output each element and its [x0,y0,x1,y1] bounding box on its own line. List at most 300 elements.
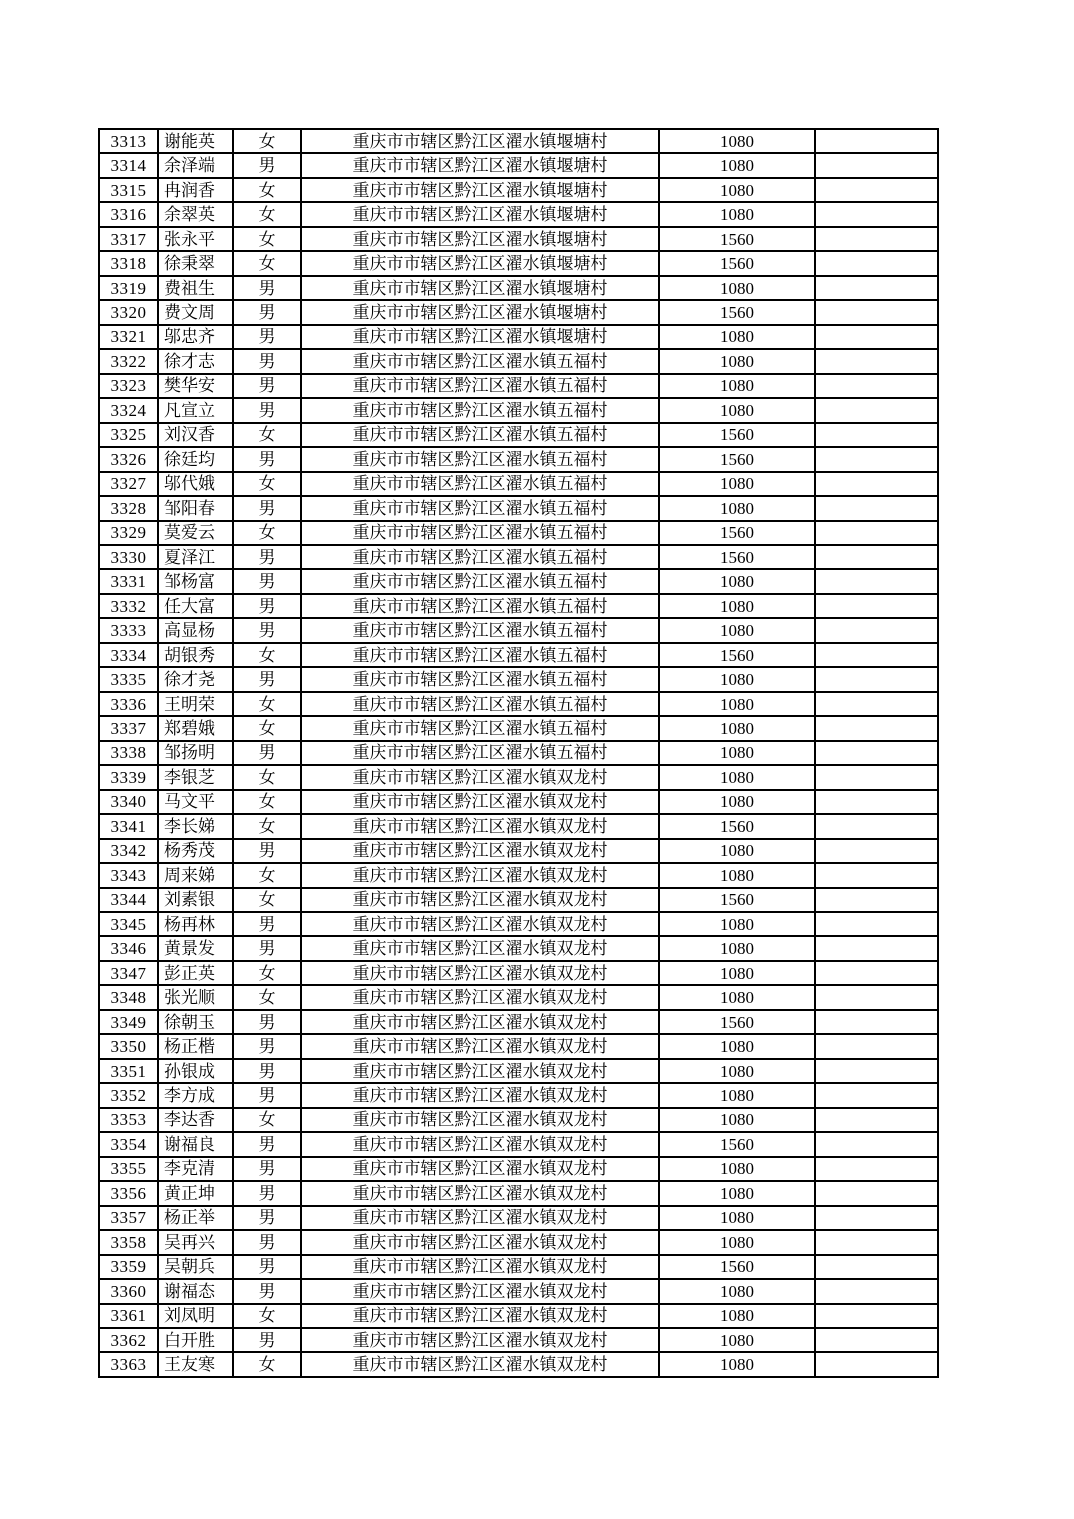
address-cell: 重庆市市辖区黔江区濯水镇五福村 [301,423,659,447]
address-cell: 重庆市市辖区黔江区濯水镇五福村 [301,692,659,716]
name-cell: 樊华安 [158,374,233,398]
address-cell: 重庆市市辖区黔江区濯水镇双龙村 [301,1132,659,1156]
name-cell: 周来娣 [158,863,233,887]
table-row [99,1132,938,1156]
note-cell [815,496,938,520]
amount-cell: 1080 [659,325,815,349]
note-cell [815,1083,938,1107]
id-cell: 3333 [99,618,158,642]
name-cell: 冉润香 [158,178,233,202]
id-cell: 3335 [99,667,158,691]
name-cell: 王友寒 [158,1352,233,1377]
amount-cell: 1560 [659,1255,815,1279]
gender-cell: 女 [233,251,301,275]
id-cell: 3332 [99,594,158,618]
amount-cell: 1080 [659,985,815,1009]
table-row [99,1304,938,1328]
id-cell: 3348 [99,985,158,1009]
address-cell: 重庆市市辖区黔江区濯水镇双龙村 [301,1034,659,1058]
address-cell: 重庆市市辖区黔江区濯水镇双龙村 [301,863,659,887]
name-cell: 余翠英 [158,202,233,226]
name-cell: 李克清 [158,1157,233,1181]
name-cell: 孙银成 [158,1059,233,1083]
table-row [99,618,938,642]
address-cell: 重庆市市辖区黔江区濯水镇五福村 [301,521,659,545]
name-cell: 吴再兴 [158,1230,233,1254]
gender-cell: 男 [233,374,301,398]
amount-cell: 1080 [659,1304,815,1328]
gender-cell: 男 [233,1230,301,1254]
gender-cell: 女 [233,1304,301,1328]
address-cell: 重庆市市辖区黔江区濯水镇五福村 [301,447,659,471]
note-cell [815,741,938,765]
table-row [99,276,938,300]
id-cell: 3360 [99,1279,158,1303]
address-cell: 重庆市市辖区黔江区濯水镇堰塘村 [301,325,659,349]
id-cell: 3322 [99,349,158,373]
note-cell [815,1157,938,1181]
amount-cell: 1560 [659,814,815,838]
note-cell [815,814,938,838]
note-cell [815,276,938,300]
name-cell: 邹杨富 [158,569,233,593]
table-row [99,814,938,838]
name-cell: 莫爱云 [158,521,233,545]
note-cell [815,961,938,985]
address-cell: 重庆市市辖区黔江区濯水镇双龙村 [301,961,659,985]
name-cell: 李方成 [158,1083,233,1107]
gender-cell: 女 [233,814,301,838]
table-row [99,1255,938,1279]
address-cell: 重庆市市辖区黔江区濯水镇五福村 [301,545,659,569]
address-cell: 重庆市市辖区黔江区濯水镇双龙村 [301,1352,659,1377]
id-cell: 3343 [99,863,158,887]
amount-cell: 1080 [659,153,815,177]
id-cell: 3344 [99,888,158,912]
table-row [99,1230,938,1254]
amount-cell: 1080 [659,349,815,373]
note-cell [815,1010,938,1034]
gender-cell: 女 [233,521,301,545]
amount-cell: 1080 [659,496,815,520]
amount-cell: 1080 [659,594,815,618]
name-cell: 杨秀茂 [158,839,233,863]
amount-cell: 1080 [659,1279,815,1303]
address-cell: 重庆市市辖区黔江区濯水镇五福村 [301,643,659,667]
amount-cell: 1080 [659,1034,815,1058]
gender-cell: 男 [233,741,301,765]
address-cell: 重庆市市辖区黔江区濯水镇五福村 [301,398,659,422]
name-cell: 张永平 [158,227,233,251]
table-row [99,716,938,740]
address-cell: 重庆市市辖区黔江区濯水镇五福村 [301,349,659,373]
name-cell: 吴朝兵 [158,1255,233,1279]
gender-cell: 女 [233,472,301,496]
table-row [99,1034,938,1058]
amount-cell: 1080 [659,936,815,960]
table-row [99,1083,938,1107]
address-cell: 重庆市市辖区黔江区濯水镇双龙村 [301,1059,659,1083]
roster-table [98,128,939,1378]
gender-cell: 女 [233,765,301,789]
amount-cell: 1080 [659,961,815,985]
address-cell: 重庆市市辖区黔江区濯水镇五福村 [301,472,659,496]
table-row [99,1108,938,1132]
amount-cell: 1560 [659,447,815,471]
gender-cell: 男 [233,594,301,618]
table-row [99,1181,938,1205]
amount-cell: 1560 [659,545,815,569]
id-cell: 3321 [99,325,158,349]
id-cell: 3358 [99,1230,158,1254]
gender-cell: 女 [233,1108,301,1132]
note-cell [815,447,938,471]
amount-cell: 1080 [659,374,815,398]
gender-cell: 女 [233,863,301,887]
table-row [99,300,938,324]
address-cell: 重庆市市辖区黔江区濯水镇五福村 [301,569,659,593]
id-cell: 3362 [99,1328,158,1352]
gender-cell: 女 [233,643,301,667]
id-cell: 3329 [99,521,158,545]
amount-cell: 1560 [659,227,815,251]
id-cell: 3349 [99,1010,158,1034]
gender-cell: 男 [233,1206,301,1230]
address-cell: 重庆市市辖区黔江区濯水镇双龙村 [301,1279,659,1303]
amount-cell: 1080 [659,1059,815,1083]
address-cell: 重庆市市辖区黔江区濯水镇双龙村 [301,985,659,1009]
note-cell [815,790,938,814]
address-cell: 重庆市市辖区黔江区濯水镇堰塘村 [301,178,659,202]
amount-cell: 1080 [659,569,815,593]
table-row [99,1059,938,1083]
note-cell [815,569,938,593]
table-row [99,936,938,960]
address-cell: 重庆市市辖区黔江区濯水镇五福村 [301,618,659,642]
note-cell [815,153,938,177]
gender-cell: 男 [233,912,301,936]
address-cell: 重庆市市辖区黔江区濯水镇堰塘村 [301,227,659,251]
amount-cell: 1080 [659,839,815,863]
gender-cell: 男 [233,447,301,471]
id-cell: 3342 [99,839,158,863]
id-cell: 3317 [99,227,158,251]
note-cell [815,1059,938,1083]
note-cell [815,398,938,422]
amount-cell: 1560 [659,888,815,912]
name-cell: 徐才尧 [158,667,233,691]
name-cell: 谢能英 [158,129,233,153]
id-cell: 3353 [99,1108,158,1132]
note-cell [815,521,938,545]
table-row [99,839,938,863]
note-cell [815,325,938,349]
address-cell: 重庆市市辖区黔江区濯水镇双龙村 [301,1328,659,1352]
name-cell: 杨正举 [158,1206,233,1230]
id-cell: 3356 [99,1181,158,1205]
table-row [99,325,938,349]
id-cell: 3347 [99,961,158,985]
amount-cell: 1560 [659,521,815,545]
address-cell: 重庆市市辖区黔江区濯水镇双龙村 [301,790,659,814]
gender-cell: 男 [233,1255,301,1279]
note-cell [815,374,938,398]
table-row [99,912,938,936]
id-cell: 3337 [99,716,158,740]
amount-cell: 1080 [659,129,815,153]
id-cell: 3338 [99,741,158,765]
name-cell: 徐才志 [158,349,233,373]
note-cell [815,985,938,1009]
note-cell [815,202,938,226]
table-row [99,1352,938,1377]
amount-cell: 1080 [659,1352,815,1377]
gender-cell: 男 [233,276,301,300]
table-body [99,129,938,1377]
table-row [99,447,938,471]
address-cell: 重庆市市辖区黔江区濯水镇五福村 [301,594,659,618]
id-cell: 3327 [99,472,158,496]
amount-cell: 1080 [659,692,815,716]
note-cell [815,912,938,936]
amount-cell: 1080 [659,276,815,300]
address-cell: 重庆市市辖区黔江区濯水镇五福村 [301,374,659,398]
address-cell: 重庆市市辖区黔江区濯水镇堰塘村 [301,276,659,300]
note-cell [815,178,938,202]
address-cell: 重庆市市辖区黔江区濯水镇双龙村 [301,1010,659,1034]
name-cell: 费祖生 [158,276,233,300]
table-row [99,472,938,496]
address-cell: 重庆市市辖区黔江区濯水镇堰塘村 [301,153,659,177]
gender-cell: 女 [233,423,301,447]
name-cell: 张光顺 [158,985,233,1009]
address-cell: 重庆市市辖区黔江区濯水镇双龙村 [301,888,659,912]
note-cell [815,839,938,863]
name-cell: 高显杨 [158,618,233,642]
gender-cell: 女 [233,888,301,912]
id-cell: 3363 [99,1352,158,1377]
amount-cell: 1080 [659,1083,815,1107]
name-cell: 刘汉香 [158,423,233,447]
amount-cell: 1080 [659,472,815,496]
id-cell: 3354 [99,1132,158,1156]
address-cell: 重庆市市辖区黔江区濯水镇双龙村 [301,936,659,960]
amount-cell: 1080 [659,912,815,936]
amount-cell: 1080 [659,202,815,226]
amount-cell: 1080 [659,790,815,814]
table-row [99,692,938,716]
table-row [99,153,938,177]
gender-cell: 男 [233,618,301,642]
gender-cell: 女 [233,716,301,740]
gender-cell: 男 [233,1083,301,1107]
name-cell: 杨正楷 [158,1034,233,1058]
name-cell: 李银芝 [158,765,233,789]
id-cell: 3316 [99,202,158,226]
gender-cell: 男 [233,1328,301,1352]
amount-cell: 1560 [659,1132,815,1156]
note-cell [815,545,938,569]
name-cell: 任大富 [158,594,233,618]
name-cell: 杨再林 [158,912,233,936]
name-cell: 黄景发 [158,936,233,960]
address-cell: 重庆市市辖区黔江区濯水镇双龙村 [301,1108,659,1132]
id-cell: 3330 [99,545,158,569]
table-row [99,129,938,153]
gender-cell: 女 [233,692,301,716]
gender-cell: 女 [233,227,301,251]
table-row [99,594,938,618]
id-cell: 3355 [99,1157,158,1181]
table-row [99,1010,938,1034]
amount-cell: 1560 [659,300,815,324]
id-cell: 3331 [99,569,158,593]
address-cell: 重庆市市辖区黔江区濯水镇五福村 [301,716,659,740]
note-cell [815,129,938,153]
table-row [99,423,938,447]
table-row [99,545,938,569]
id-cell: 3318 [99,251,158,275]
id-cell: 3313 [99,129,158,153]
note-cell [815,618,938,642]
gender-cell: 男 [233,1034,301,1058]
address-cell: 重庆市市辖区黔江区濯水镇五福村 [301,741,659,765]
name-cell: 刘素银 [158,888,233,912]
name-cell: 邹阳春 [158,496,233,520]
table-row [99,251,938,275]
amount-cell: 1560 [659,1010,815,1034]
name-cell: 夏泽江 [158,545,233,569]
address-cell: 重庆市市辖区黔江区濯水镇堰塘村 [301,202,659,226]
table-row [99,521,938,545]
id-cell: 3314 [99,153,158,177]
note-cell [815,765,938,789]
name-cell: 刘凤明 [158,1304,233,1328]
amount-cell: 1080 [659,863,815,887]
name-cell: 邬代娥 [158,472,233,496]
gender-cell: 女 [233,961,301,985]
amount-cell: 1080 [659,1206,815,1230]
table-row [99,1157,938,1181]
table-row [99,1206,938,1230]
address-cell: 重庆市市辖区黔江区濯水镇双龙村 [301,1181,659,1205]
note-cell [815,1352,938,1377]
table-row [99,790,938,814]
note-cell [815,1181,938,1205]
note-cell [815,1304,938,1328]
gender-cell: 女 [233,1352,301,1377]
gender-cell: 男 [233,1181,301,1205]
id-cell: 3340 [99,790,158,814]
gender-cell: 男 [233,1010,301,1034]
address-cell: 重庆市市辖区黔江区濯水镇双龙村 [301,814,659,838]
gender-cell: 男 [233,300,301,324]
id-cell: 3320 [99,300,158,324]
id-cell: 3323 [99,374,158,398]
note-cell [815,888,938,912]
id-cell: 3339 [99,765,158,789]
amount-cell: 1080 [659,618,815,642]
table-row [99,961,938,985]
name-cell: 谢福态 [158,1279,233,1303]
id-cell: 3324 [99,398,158,422]
note-cell [815,1279,938,1303]
name-cell: 邹扬明 [158,741,233,765]
name-cell: 徐廷均 [158,447,233,471]
table-row [99,398,938,422]
note-cell [815,667,938,691]
id-cell: 3328 [99,496,158,520]
gender-cell: 男 [233,936,301,960]
id-cell: 3352 [99,1083,158,1107]
amount-cell: 1080 [659,1230,815,1254]
table-row [99,178,938,202]
address-cell: 重庆市市辖区黔江区濯水镇堰塘村 [301,251,659,275]
note-cell [815,1230,938,1254]
gender-cell: 男 [233,839,301,863]
gender-cell: 男 [233,349,301,373]
note-cell [815,1255,938,1279]
amount-cell: 1080 [659,716,815,740]
amount-cell: 1080 [659,398,815,422]
id-cell: 3346 [99,936,158,960]
table-row [99,374,938,398]
table-row [99,227,938,251]
table-row [99,888,938,912]
gender-cell: 男 [233,1279,301,1303]
id-cell: 3345 [99,912,158,936]
id-cell: 3341 [99,814,158,838]
address-cell: 重庆市市辖区黔江区濯水镇双龙村 [301,1157,659,1181]
table-row [99,741,938,765]
name-cell: 谢福良 [158,1132,233,1156]
table-row [99,496,938,520]
address-cell: 重庆市市辖区黔江区濯水镇五福村 [301,667,659,691]
id-cell: 3336 [99,692,158,716]
gender-cell: 男 [233,667,301,691]
address-cell: 重庆市市辖区黔江区濯水镇堰塘村 [301,300,659,324]
gender-cell: 男 [233,325,301,349]
gender-cell: 女 [233,178,301,202]
table-row [99,985,938,1009]
amount-cell: 1080 [659,765,815,789]
amount-cell: 1560 [659,643,815,667]
amount-cell: 1560 [659,423,815,447]
note-cell [815,349,938,373]
name-cell: 彭正英 [158,961,233,985]
amount-cell: 1080 [659,178,815,202]
address-cell: 重庆市市辖区黔江区濯水镇双龙村 [301,912,659,936]
address-cell: 重庆市市辖区黔江区濯水镇五福村 [301,496,659,520]
note-cell [815,300,938,324]
amount-cell: 1560 [659,251,815,275]
name-cell: 凡宣立 [158,398,233,422]
amount-cell: 1080 [659,1181,815,1205]
note-cell [815,936,938,960]
id-cell: 3326 [99,447,158,471]
gender-cell: 男 [233,496,301,520]
table-row [99,863,938,887]
address-cell: 重庆市市辖区黔江区濯水镇堰塘村 [301,129,659,153]
address-cell: 重庆市市辖区黔江区濯水镇双龙村 [301,1304,659,1328]
note-cell [815,1132,938,1156]
table-row [99,667,938,691]
name-cell: 李长娣 [158,814,233,838]
name-cell: 李达香 [158,1108,233,1132]
note-cell [815,716,938,740]
table-row [99,1328,938,1352]
amount-cell: 1080 [659,1157,815,1181]
